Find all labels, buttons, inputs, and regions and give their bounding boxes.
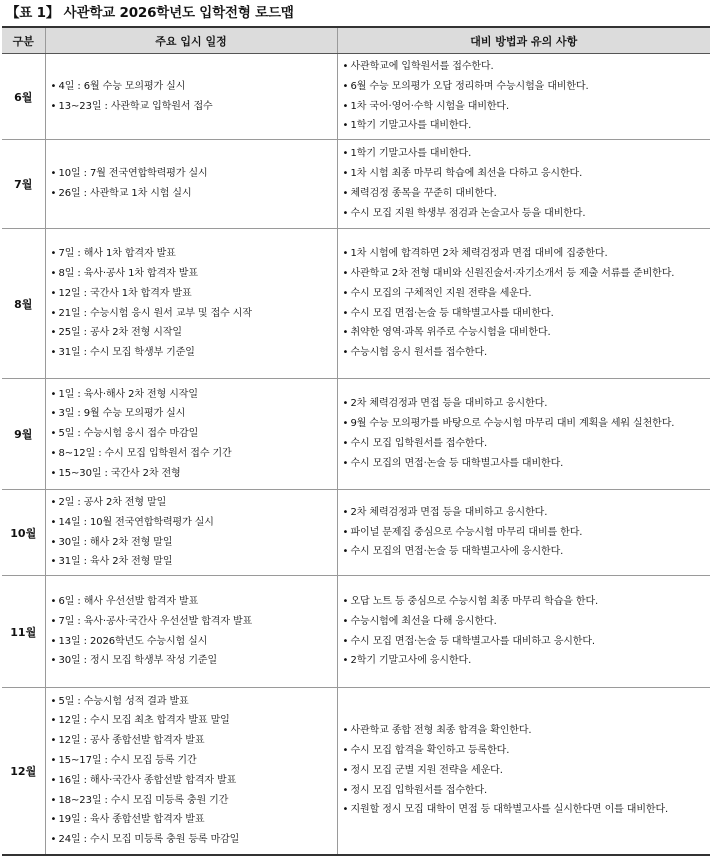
- schedule-item: • 13일 : 2026학년도 수능시험 실시: [51, 632, 333, 652]
- header-schedule: 주요 입시 일정: [45, 27, 337, 54]
- schedule-list: [46, 162, 337, 206]
- month-cell: 11월: [2, 576, 45, 688]
- schedule-list: [46, 242, 337, 365]
- schedule-item: • 5일 : 수능시험 성적 결과 발표: [51, 692, 333, 712]
- schedule-item: • 12일 : 공사 종합선발 합격자 발표: [51, 731, 333, 751]
- schedule-item: • 31일 : 수시 모집 학생부 기준일: [51, 343, 333, 363]
- table-row: [2, 140, 710, 229]
- prep-item: • 지원할 정시 모집 대학이 면접 등 대학별고사를 실시한다면 이를 대비한다.: [343, 800, 707, 820]
- prep-list: [338, 142, 711, 225]
- month-cell: 6월: [2, 54, 45, 140]
- schedule-item: • 8일 : 육사·공사 1차 합격자 발표: [51, 264, 333, 284]
- prep-item: • 수시 모집 면접·논술 등 대학별고사를 대비하고 응시한다.: [343, 632, 707, 652]
- schedule-item: • 7일 : 육사·공사·국간사 우선선발 합격자 발표: [51, 612, 333, 632]
- schedule-item: • 19일 : 육사 종합선발 합격자 발표: [51, 810, 333, 830]
- schedule-item: • 2일 : 공사 2차 전형 말일: [51, 493, 333, 513]
- table-row: [2, 688, 710, 855]
- prep-item: • 사관학교 종합 전형 최종 합격을 확인한다.: [343, 721, 707, 741]
- month-cell: 12월: [2, 688, 45, 855]
- schedule-cell: [45, 54, 337, 140]
- prep-item: • 2차 체력검정과 면접 등을 대비하고 응시한다.: [343, 503, 707, 523]
- schedule-item: • 21일 : 수능시험 응시 원서 교부 및 접수 시작: [51, 304, 333, 324]
- prep-list: [338, 55, 711, 138]
- schedule-item: • 16일 : 해사·국간사 종합선발 합격자 발표: [51, 771, 333, 791]
- prep-item: • 1차 국어·영어·수학 시험을 대비한다.: [343, 97, 707, 117]
- prep-item: • 체력검정 종목을 꾸준히 대비한다.: [343, 184, 707, 204]
- month-cell: 8월: [2, 229, 45, 379]
- header-prep: 대비 방법과 유의 사항: [337, 27, 710, 54]
- schedule-item: • 31일 : 육사 2차 전형 말일: [51, 552, 333, 572]
- prep-item: • 사관학교에 입학원서를 접수한다.: [343, 57, 707, 77]
- schedule-item: • 8~12일 : 수시 모집 입학원서 접수 기간: [51, 444, 333, 464]
- prep-list: [338, 590, 711, 673]
- schedule-list: [46, 491, 337, 574]
- prep-item: • 2차 체력검정과 면접 등을 대비하고 응시한다.: [343, 394, 707, 414]
- prep-cell: [337, 54, 710, 140]
- prep-item: • 사관학교 2차 전형 대비와 신원진술서·자기소개서 등 제출 서류를 준비한다.: [343, 264, 707, 284]
- prep-item: • 오답 노트 등 중심으로 수능시험 최종 마무리 학습을 한다.: [343, 592, 707, 612]
- schedule-cell: [45, 576, 337, 688]
- schedule-list: [46, 690, 337, 852]
- month-cell: 9월: [2, 379, 45, 490]
- table-row: [2, 229, 710, 379]
- prep-item: • 수시 모집의 면접·논술 등 대학별고사를 대비한다.: [343, 454, 707, 474]
- prep-item: • 수능시험에 최선을 다해 응시한다.: [343, 612, 707, 632]
- schedule-item: • 30일 : 해사 2차 전형 말일: [51, 533, 333, 553]
- schedule-item: • 18~23일 : 수시 모집 미등록 충원 기간: [51, 791, 333, 811]
- prep-cell: [337, 379, 710, 490]
- schedule-cell: [45, 490, 337, 576]
- schedule-item: • 13~23일 : 사관학교 입학원서 접수: [51, 97, 333, 117]
- table-row: [2, 54, 710, 140]
- schedule-item: • 6일 : 해사 우선선발 합격자 발표: [51, 592, 333, 612]
- prep-cell: [337, 140, 710, 229]
- roadmap-table: [2, 26, 710, 856]
- prep-item: • 6월 수능 모의평가 오답 정리하며 수능시험을 대비한다.: [343, 77, 707, 97]
- schedule-item: • 15~30일 : 국간사 2차 전형: [51, 464, 333, 484]
- prep-cell: [337, 576, 710, 688]
- header-month: 구분: [2, 27, 45, 54]
- prep-item: • 수시 모집 지원 학생부 점검과 논술고사 등을 대비한다.: [343, 204, 707, 224]
- table-row: [2, 490, 710, 576]
- header-row: [2, 27, 710, 54]
- prep-cell: [337, 490, 710, 576]
- prep-list: [338, 501, 711, 564]
- prep-item: • 수시 모집의 면접·논술 등 대학별고사에 응시한다.: [343, 542, 707, 562]
- schedule-item: • 24일 : 수시 모집 미등록 충원 등록 마감일: [51, 830, 333, 850]
- schedule-item: • 10일 : 7월 전국연합학력평가 실시: [51, 164, 333, 184]
- schedule-item: • 15~17일 : 수시 모집 등록 기간: [51, 751, 333, 771]
- prep-cell: [337, 229, 710, 379]
- schedule-list: [46, 383, 337, 486]
- prep-list: [338, 719, 711, 822]
- month-cell: 10월: [2, 490, 45, 576]
- prep-item: • 수시 모집 면접·논술 등 대학별고사를 대비한다.: [343, 304, 707, 324]
- schedule-item: • 14일 : 10월 전국연합학력평가 실시: [51, 513, 333, 533]
- prep-list: [338, 242, 711, 365]
- prep-cell: [337, 688, 710, 855]
- prep-item: • 9월 수능 모의평가를 바탕으로 수능시험 마무리 대비 계획을 세워 실천한다.: [343, 414, 707, 434]
- schedule-item: • 5일 : 수능시험 응시 접수 마감일: [51, 424, 333, 444]
- schedule-list: [46, 75, 337, 119]
- prep-item: • 1차 시험에 합격하면 2차 체력검정과 면접 대비에 집중한다.: [343, 244, 707, 264]
- prep-item: • 1차 시험 최종 마무리 학습에 최선을 다하고 응시한다.: [343, 164, 707, 184]
- schedule-item: • 12일 : 수시 모집 최초 합격자 발표 말일: [51, 711, 333, 731]
- prep-item: • 정시 모집 입학원서를 접수한다.: [343, 781, 707, 801]
- prep-item: • 수시 모집 입학원서를 접수한다.: [343, 434, 707, 454]
- table-title: 【표 1】 사관학교 2026학년도 입학전형 로드맵: [6, 5, 294, 21]
- schedule-cell: [45, 229, 337, 379]
- prep-item: • 1학기 기말고사를 대비한다.: [343, 116, 707, 136]
- schedule-item: • 3일 : 9월 수능 모의평가 실시: [51, 404, 333, 424]
- schedule-item: • 12일 : 국간사 1차 합격자 발표: [51, 284, 333, 304]
- prep-item: • 파이널 문제집 중심으로 수능시험 마무리 대비를 한다.: [343, 523, 707, 543]
- schedule-item: • 1일 : 육사·해사 2차 전형 시작일: [51, 385, 333, 405]
- prep-item: • 정시 모집 군별 지원 전략을 세운다.: [343, 761, 707, 781]
- prep-item: • 수시 모집의 구체적인 지원 전략을 세운다.: [343, 284, 707, 304]
- schedule-item: • 7일 : 해사 1차 합격자 발표: [51, 244, 333, 264]
- prep-list: [338, 392, 711, 475]
- prep-item: • 2학기 기말고사에 응시한다.: [343, 651, 707, 671]
- prep-item: • 수시 모집 합격을 확인하고 등록한다.: [343, 741, 707, 761]
- schedule-list: [46, 590, 337, 673]
- schedule-cell: [45, 379, 337, 490]
- month-cell: 7월: [2, 140, 45, 229]
- schedule-item: • 26일 : 사관학교 1차 시험 실시: [51, 184, 333, 204]
- schedule-cell: [45, 140, 337, 229]
- prep-item: • 수능시험 응시 원서를 접수한다.: [343, 343, 707, 363]
- schedule-item: • 25일 : 공사 2차 전형 시작일: [51, 323, 333, 343]
- prep-item: • 1학기 기말고사를 대비한다.: [343, 144, 707, 164]
- schedule-cell: [45, 688, 337, 855]
- schedule-item: • 30일 : 정시 모집 학생부 작성 기준일: [51, 651, 333, 671]
- table-row: [2, 576, 710, 688]
- table-row: [2, 379, 710, 490]
- prep-item: • 취약한 영역·과목 위주로 수능시험을 대비한다.: [343, 323, 707, 343]
- schedule-item: • 4일 : 6월 수능 모의평가 실시: [51, 77, 333, 97]
